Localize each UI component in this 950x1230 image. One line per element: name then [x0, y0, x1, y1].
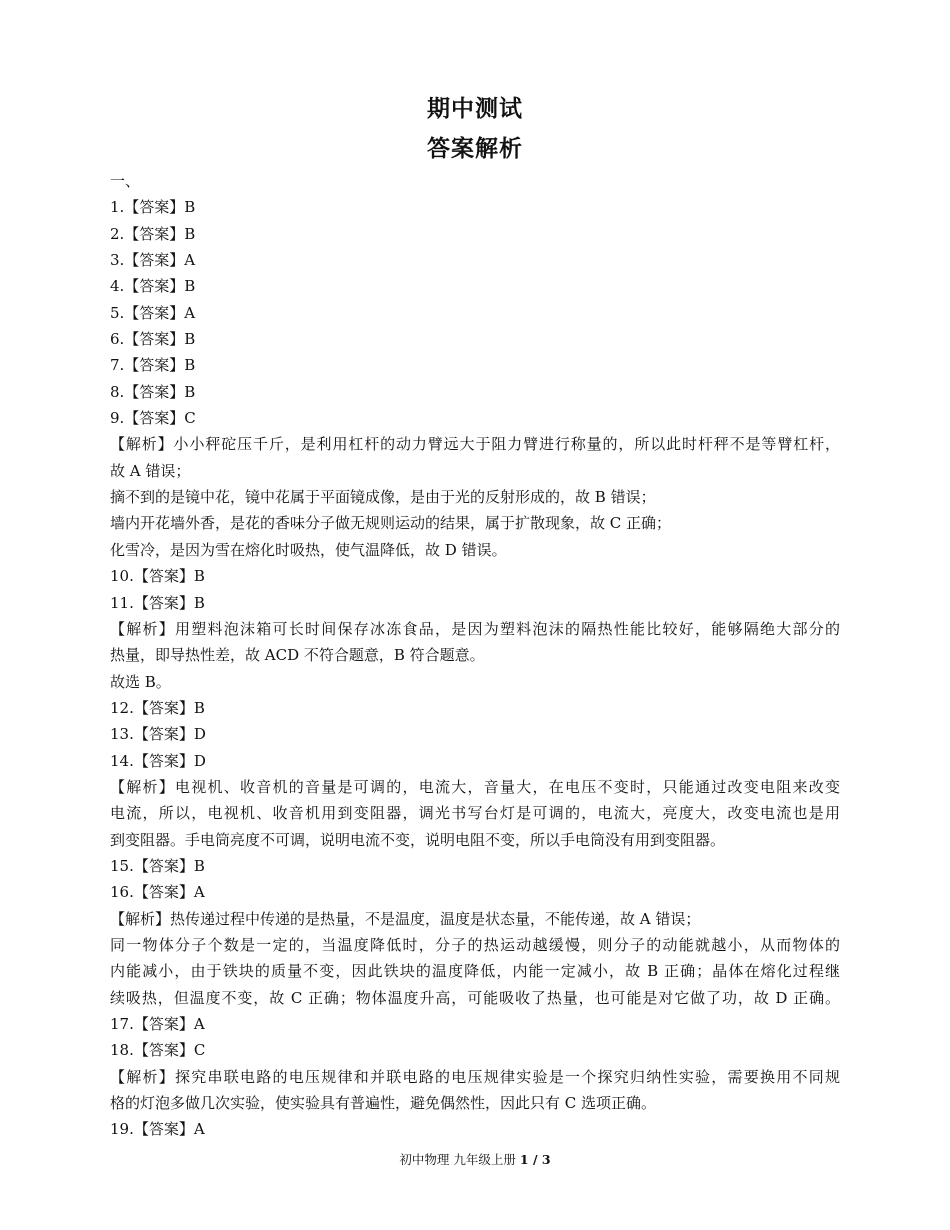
- explanation-line: 内能减小，由于铁块的质量不变，因此铁块的温度降低，内能一定减小，故 B 正确；晶体在熔化过程继: [110, 962, 840, 981]
- answer-line: 17.【答案】A: [110, 1015, 205, 1033]
- explanation-line: 到变阻器。手电筒亮度不可调，说明电流不变，说明电阻不变，所以手电筒没有用到变阻器。: [110, 830, 726, 849]
- answer-line: 6.【答案】B: [110, 330, 196, 349]
- footer-page-number: 1 / 3: [519, 1152, 551, 1167]
- explanation-line: 同一物体分子个数是一定的，当温度降低时，分子的热运动越缓慢，则分子的动能就越小，从而物体的: [110, 935, 840, 954]
- explanation-line: 续吸热，但温度不变，故 C 正确；物体温度升高，可能吸收了热量，也可能是对它做了功，故 D 正确。: [110, 988, 840, 1007]
- answer-line: 14.【答案】D: [110, 751, 206, 770]
- answer-line: 15.【答案】B: [110, 856, 205, 875]
- answer-line: 10.【答案】B: [110, 567, 205, 586]
- page-subtitle: 答案解析: [427, 135, 523, 162]
- explanation-line: 故选 B。: [110, 672, 171, 691]
- answer-line: 12.【答案】B: [110, 698, 205, 717]
- footer-course: 初中物理 九年级上册: [399, 1152, 516, 1167]
- explanation-line: 【解析】用塑料泡沫箱可长时间保存冰冻食品，是因为塑料泡沫的隔热性能比较好，能够隔绝大部分的: [110, 619, 840, 638]
- explanation-line: 电流，所以，电视机、收音机用到变阻器，调光书写台灯是可调的，电流大，亮度大，改变电流也是用: [110, 804, 840, 823]
- explanation-line: 【解析】热传递过程中传递的是热量，不是温度，温度是状态量，不能传递，故 A 错误；: [110, 909, 701, 928]
- answer-line: 19.【答案】A: [110, 1120, 205, 1139]
- answer-line: 7.【答案】B: [110, 356, 196, 375]
- explanation-line: 热量，即导热性差，故 ACD 不符合题意，B 符合题意。: [110, 646, 485, 665]
- answer-line: 9.【答案】C: [110, 409, 196, 428]
- answer-line: 2.【答案】B: [110, 224, 196, 243]
- explanation-line: 墙内开花墙外香，是花的香味分子做无规则运动的结果，属于扩散现象，故 C 正确；: [110, 514, 672, 533]
- explanation-line: 摘不到的是镜中花，镜中花属于平面镜成像，是由于光的反射形成的，故 B 错误；: [110, 488, 656, 507]
- answer-line: 18.【答案】C: [110, 1041, 206, 1060]
- section-heading: 一、: [110, 172, 141, 190]
- page-footer: [0, 1150, 950, 1168]
- explanation-line: 故 A 错误；: [110, 461, 191, 480]
- answer-line: 3.【答案】A: [110, 251, 196, 270]
- answer-line: 8.【答案】B: [110, 382, 196, 401]
- answer-line: 16.【答案】A: [110, 883, 205, 902]
- explanation-line: 化雪冷，是因为雪在熔化时吸热，使气温降低，故 D 错误。: [110, 540, 507, 559]
- answer-line: 11.【答案】B: [110, 593, 205, 612]
- page-title: 期中测试: [427, 95, 523, 122]
- explanation-line: 【解析】小小秤砣压千斤，是利用杠杆的动力臂远大于阻力臂进行称量的，所以此时杆秤不是等臂杠杆，: [110, 435, 840, 454]
- answer-content: [110, 168, 840, 1143]
- answer-line: 5.【答案】A: [110, 303, 196, 322]
- answer-line: 1.【答案】B: [110, 198, 196, 217]
- explanation-line: 【解析】探究串联电路的电压规律和并联电路的电压规律实验是一个探究归纳性实验，需要换用不同规: [110, 1067, 840, 1086]
- explanation-line: 格的灯泡多做几次实验，使实验具有普遍性，避免偶然性，因此只有 C 选项正确。: [110, 1094, 657, 1113]
- answer-line: 13.【答案】D: [110, 725, 206, 744]
- explanation-line: 【解析】电视机、收音机的音量是可调的，电流大，音量大，在电压不变时，只能通过改变电阻来改变: [110, 777, 840, 796]
- answer-line: 4.【答案】B: [110, 277, 196, 296]
